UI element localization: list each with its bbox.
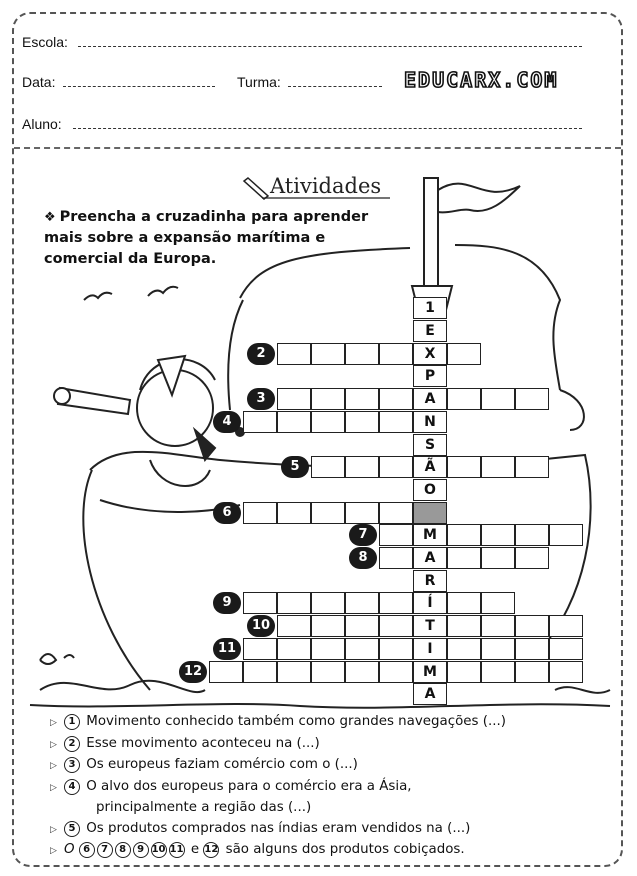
crossword-cell[interactable] [311,343,345,365]
crossword-cell[interactable] [311,502,345,524]
crossword-cell[interactable] [345,456,379,478]
clue-prefix: O [64,842,75,857]
clue-5 [50,819,506,841]
intro-text: Preencha a cruzadinha para aprender mais sobre a expansão marítima e comercial da Europa. [44,209,369,267]
crossword-cell[interactable] [447,547,481,569]
crossword-cell[interactable] [481,615,515,637]
crossword-cell[interactable] [549,661,583,683]
crossword-cell[interactable] [311,411,345,433]
crossword-cell[interactable] [311,592,345,614]
triangle-bullet-icon: ▷ [50,846,57,856]
clue-text: Os europeus faziam comércio com o (...) [86,757,358,772]
clue-number-badge: 5 [281,456,309,478]
student-label: Aluno: [22,116,62,132]
crossword-cell[interactable] [345,592,379,614]
clue-number-badge: 3 [247,388,275,410]
clue-text: O alvo dos europeus para o comércio era a Ásia, [86,778,412,794]
crossword-cell[interactable] [277,615,311,637]
clue-number: 1 [64,714,80,730]
clue-number: 3 [64,757,80,773]
crossword-cell[interactable] [379,524,413,546]
crossword-cell[interactable] [481,592,515,614]
school-label: Escola: [22,34,68,50]
key-letter-cell[interactable]: A [413,547,447,569]
crossword-cell[interactable] [243,411,277,433]
triangle-bullet-icon: ▷ [50,824,57,835]
crossword-cell[interactable] [277,388,311,410]
key-letter-cell[interactable]: O [413,479,447,501]
crossword-cell[interactable] [515,638,549,660]
crossword-cell[interactable] [447,456,481,478]
clue-text: Os produtos comprados nas índias eram vendidos na (...) [86,820,471,836]
crossword-cell[interactable] [277,661,311,683]
diamond-bullet-icon: ❖ [44,210,56,225]
clue-text: principalmente a região das (...) [96,800,312,815]
crossword-cell[interactable] [277,592,311,614]
clue-4 [50,777,506,799]
crossword-cell[interactable] [345,615,379,637]
key-letter-cell[interactable]: S [413,434,447,456]
clue-number-badge: 6 [213,502,241,524]
crossword-cell[interactable] [277,343,311,365]
clue-number-badge: 2 [247,343,275,365]
clue-4-continued [50,798,506,819]
clue-number: 12 [203,842,219,858]
crossword-cell[interactable] [243,638,277,660]
clue-number: 8 [115,842,131,858]
key-letter-cell[interactable]: X [413,343,447,365]
crossword-cell[interactable] [447,524,481,546]
crossword-cell[interactable] [515,661,549,683]
crossword-cell[interactable] [515,615,549,637]
key-number-cell: 1 [413,297,447,319]
clue-number: 10 [151,842,167,858]
clue-text: são alguns dos produtos cobiçados. [225,842,465,857]
triangle-bullet-icon: ▷ [50,718,57,728]
crossword-cell[interactable] [447,343,481,365]
activity-intro [44,207,394,270]
clue-number-badge: 11 [213,638,241,660]
crossword-cell[interactable] [277,638,311,660]
crossword-cell[interactable] [379,638,413,660]
crossword-cell[interactable] [311,661,345,683]
key-letter-cell[interactable]: A [413,388,447,410]
clue-number-badge: 9 [213,592,241,614]
key-letter-cell[interactable]: N [413,411,447,433]
clue-number: 4 [64,779,80,795]
activity-title: Atividades [270,174,382,198]
crossword-cell[interactable] [311,615,345,637]
crossword-cell[interactable] [549,524,583,546]
crossword-cell[interactable] [481,388,515,410]
clue-number: 9 [133,842,149,858]
crossword-cell[interactable] [549,615,583,637]
clue-number-list [79,842,187,857]
crossword-cell[interactable] [447,661,481,683]
clue-number-badge: 4 [213,411,241,433]
key-letter-cell[interactable]: M [413,661,447,683]
crossword-cell[interactable] [447,388,481,410]
triangle-bullet-icon: ▷ [50,739,57,750]
key-letter-cell[interactable]: A [413,683,447,705]
crossword-cell[interactable] [209,661,243,683]
clue-text: Movimento conhecido também como grandes navegações (...) [86,714,506,729]
crossword-cell[interactable] [549,638,583,660]
key-letter-cell[interactable]: M [413,524,447,546]
crossword-cell[interactable] [447,615,481,637]
crossword-cell[interactable] [379,388,413,410]
crossword-cell[interactable] [481,456,515,478]
crossword-cell[interactable] [515,547,549,569]
crossword-cell[interactable] [379,502,413,524]
key-letter-cell[interactable]: I [413,638,447,660]
crossword-cell[interactable] [345,388,379,410]
crossword-cell[interactable] [311,638,345,660]
crossword-cell[interactable] [379,661,413,683]
clue-number-badge: 12 [179,661,207,683]
crossword-cell[interactable] [481,547,515,569]
crossword-cell[interactable] [345,502,379,524]
class-label: Turma: [237,74,281,90]
crossword-cell[interactable] [515,524,549,546]
clue-number: 7 [97,842,113,858]
crossword-cell[interactable] [379,411,413,433]
crossword-cell[interactable] [481,638,515,660]
crossword-cell[interactable] [379,547,413,569]
key-letter-cell[interactable]: Í [413,592,447,614]
key-letter-cell[interactable]: R [413,570,447,592]
key-letter-cell[interactable]: P [413,365,447,387]
clue-number-badge: 7 [349,524,377,546]
crossword-cell[interactable] [311,388,345,410]
key-letter-cell[interactable]: Ã [413,456,447,478]
triangle-bullet-icon: ▷ [50,761,57,771]
triangle-bullet-icon: ▷ [50,782,57,793]
clue-1 [50,712,506,734]
crossword-cell[interactable] [481,661,515,683]
crossword-cell[interactable] [243,592,277,614]
crossword-cell[interactable] [379,592,413,614]
crossword-cell[interactable] [345,411,379,433]
blank-cell[interactable] [413,502,447,524]
crossword-cell[interactable] [243,661,277,683]
clue-number-badge: 10 [247,615,275,637]
clue-conj: e [190,842,200,857]
clue-6-12 [50,840,506,862]
clue-number: 6 [79,842,95,858]
key-letter-cell[interactable]: E [413,320,447,342]
crossword-cell[interactable] [447,592,481,614]
crossword-cell[interactable] [243,502,277,524]
crossword-cell[interactable] [481,524,515,546]
crossword-cell[interactable] [447,638,481,660]
clue-2 [50,734,506,756]
crossword-cell[interactable] [515,388,549,410]
crossword-cell[interactable] [277,502,311,524]
clue-number: 2 [64,736,80,752]
crossword-cell[interactable] [379,343,413,365]
site-logo: EDUCARX.COM [404,68,559,92]
crossword-cell[interactable] [311,456,345,478]
date-label: Data: [22,74,56,90]
crossword-cell[interactable] [277,411,311,433]
crossword-cell[interactable] [515,456,549,478]
crossword-cell[interactable] [345,343,379,365]
clue-number: 11 [169,842,185,858]
crossword-cell[interactable] [379,456,413,478]
clue-text: Esse movimento aconteceu na (...) [86,735,320,751]
key-letter-cell[interactable]: T [413,615,447,637]
clue-list [50,712,506,862]
crossword-cell[interactable] [379,615,413,637]
crossword-cell[interactable] [345,638,379,660]
clue-number: 5 [64,821,80,837]
crossword-cell[interactable] [345,661,379,683]
clue-number-badge: 8 [349,547,377,569]
clue-3 [50,755,506,777]
